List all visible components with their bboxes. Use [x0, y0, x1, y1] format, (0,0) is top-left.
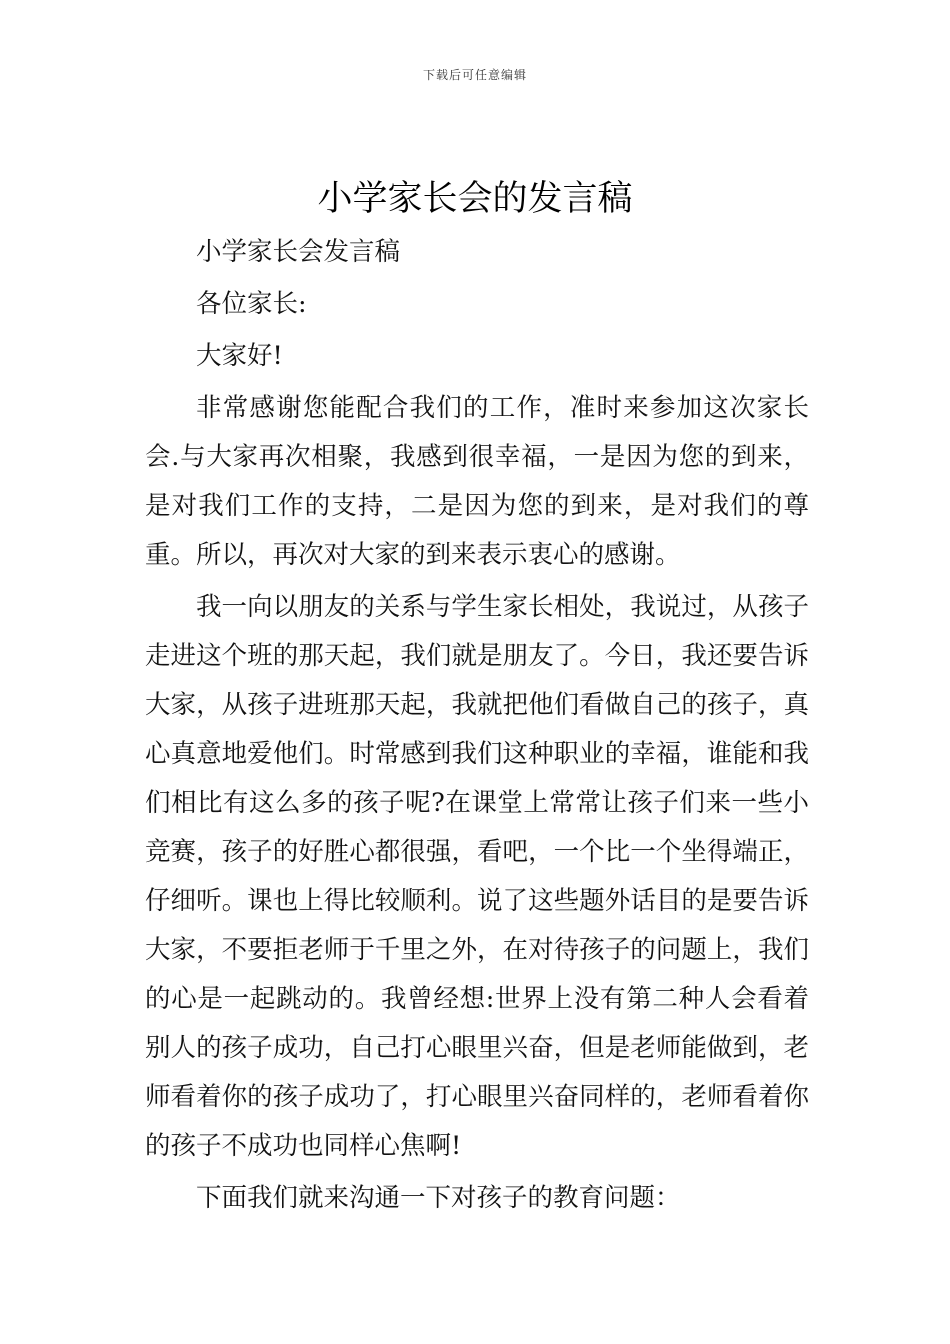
document-body — [145, 228, 809, 1226]
paragraph-transition: 下面我们就来沟通一下对孩子的教育问题： — [196, 1183, 681, 1213]
paragraph-greeting: 大家好! — [196, 341, 283, 371]
paragraph-salutation: 各位家长: — [196, 289, 307, 319]
header-note: 下载后可任意编辑 — [422, 68, 527, 82]
paragraph-subtitle: 小学家长会发言稿 — [196, 237, 401, 267]
paragraph-relationship: 我一向以朋友的关系与学生家长相处，我说过，从孩子走进这个班的那天起，我们就是朋友了。今日，我还要告诉大家，从孩子进班那天起，我就把他们看做自己的孩子，真心真意地爱他们。时常感到我们这种职业的幸福，谁能和我们相比有这么多的孩子呢?在课堂上常常让孩子们来一些小竞赛，孩子的好胜心都很强，看吧，一个比一个坐得端正，仔细听。课也上得比较顺利。说了这些题外话目的是要告诉大家，不要拒老师于千里之外，在对待孩子的问题上，我们的心是一起跳动的。我曾经想:世界上没有第二种人会看着别人的孩子成功，自己打心眼里兴奋，但是老师能做到，老师看着你的孩子成功了，打心眼里兴奋同样的，老师看着你的孩子不成功也同样心焦啊! — [145, 592, 809, 1161]
paragraph-thanks: 非常感谢您能配合我们的工作，准时来参加这次家长会.与大家再次相聚，我感到很幸福，一是因为您的到来，是对我们工作的支持，二是因为您的到来，是对我们的尊重。所以，再次对大家的到来表示衷心的感谢。 — [145, 393, 809, 570]
document-title: 小学家长会的发言稿 — [317, 179, 633, 219]
